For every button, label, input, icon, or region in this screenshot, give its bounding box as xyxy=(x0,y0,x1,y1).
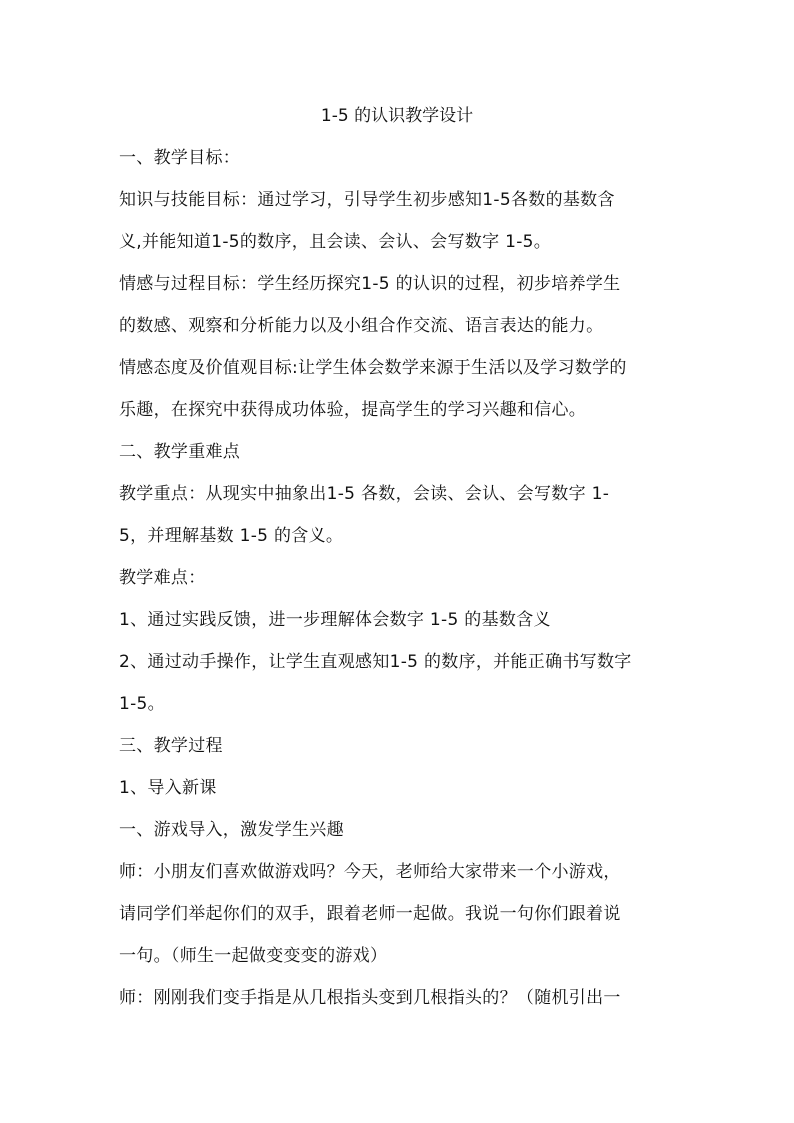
paragraph-line: 情感与过程目标：学生经历探究1-5 的认识的过程，初步培养学生 xyxy=(119,274,621,294)
paragraph-line: 的数感、观察和分析能力以及小组合作交流、语言表达的能力。 xyxy=(119,316,604,336)
paragraph-line: 师：小朋友们喜欢做游戏吗？今天，老师给大家带来一个小游戏， xyxy=(119,862,621,882)
paragraph-line: 1-5。 xyxy=(119,694,165,714)
section-heading-key-points: 二、教学重难点 xyxy=(119,442,241,462)
paragraph-line: 请同学们举起你们的双手，跟着老师一起做。我说一句你们跟着说 xyxy=(119,904,621,924)
paragraph-line: 乐趣，在探究中获得成功体验，提高学生的学习兴趣和信心。 xyxy=(119,400,587,420)
paragraph-line: 师：刚刚我们变手指是从几根指头变到几根指头的？（随机引出一 xyxy=(119,988,621,1008)
paragraph-line: 1、导入新课 xyxy=(119,778,217,798)
paragraph-line: 教学难点： xyxy=(119,568,206,588)
paragraph-line: 一句。（师生一起做变变变的游戏） xyxy=(119,946,388,966)
paragraph-line: 2、通过动手操作，让学生直观感知1-5 的数序，并能正确书写数字 xyxy=(119,652,632,672)
paragraph-line: 一、游戏导入，激发学生兴趣 xyxy=(119,820,344,840)
section-heading-objectives: 一、教学目标： xyxy=(119,148,241,168)
paragraph-line: 知识与技能目标：通过学习，引导学生初步感知1-5各数的基数含 xyxy=(119,190,615,210)
paragraph-line: 1、通过实践反馈，进一步理解体会数字 1-5 的基数含义 xyxy=(119,610,551,630)
paragraph-line: 5，并理解基数 1-5 的含义。 xyxy=(119,526,344,546)
document-title: 1-5 的认识教学设计 xyxy=(320,106,474,126)
paragraph-line: 教学重点：从现实中抽象出1-5 各数，会读、会认、会写数字 1- xyxy=(119,484,610,504)
paragraph-line: 情感态度及价值观目标:让学生体会数学来源于生活以及学习数学的 xyxy=(119,358,627,378)
section-heading-process: 三、教学过程 xyxy=(119,736,223,756)
paragraph-line: 义,并能知道1-5的数序，且会读、会认、会写数字 1-5。 xyxy=(119,232,552,252)
